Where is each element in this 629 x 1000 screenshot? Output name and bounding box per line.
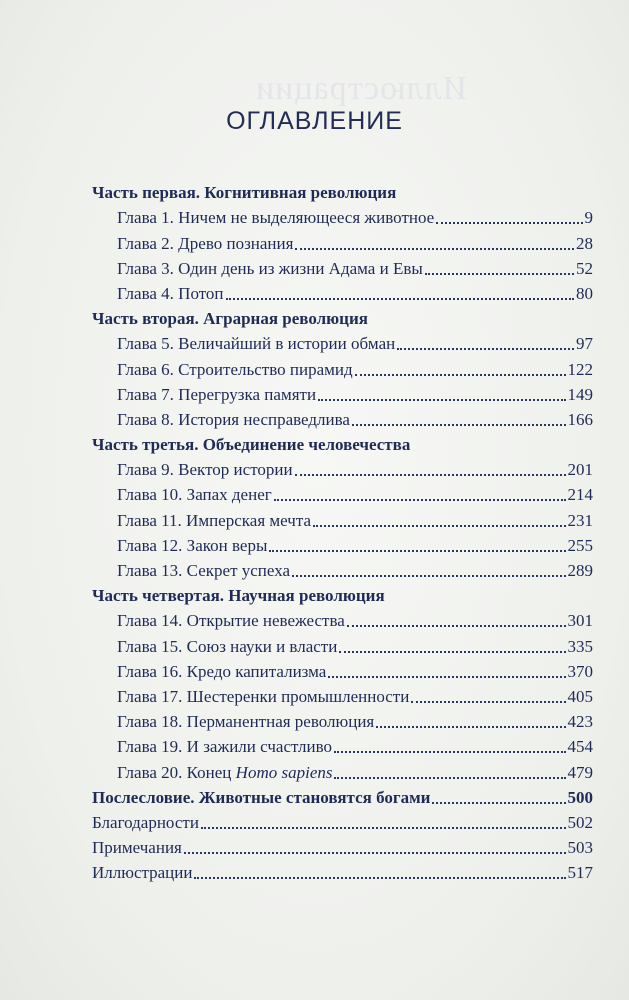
toc-entry <box>92 606 593 631</box>
entry-page: 214 <box>567 485 593 505</box>
entry-page: 166 <box>567 409 593 429</box>
entry-label: Глава 16. Кредо капитализма <box>117 661 327 681</box>
dot-leader <box>201 827 566 829</box>
dot-leader <box>295 248 574 250</box>
toc-entry <box>92 480 593 505</box>
toc-entry <box>92 531 593 556</box>
toc-entry <box>92 279 593 304</box>
entry-page: 231 <box>567 510 593 530</box>
entry-page: 370 <box>567 661 593 681</box>
toc-entry <box>92 707 593 732</box>
entry-page: 149 <box>567 384 593 404</box>
toc-entry <box>92 657 593 682</box>
toc-part-2 <box>92 304 593 329</box>
dot-leader <box>292 575 565 577</box>
dot-leader <box>355 374 566 376</box>
toc-entry <box>92 380 593 405</box>
toc-entry <box>92 455 593 480</box>
toc-entry <box>92 505 593 530</box>
entry-page: 335 <box>567 636 593 656</box>
entry-label: Глава 2. Древо познания <box>117 233 294 253</box>
dot-leader <box>318 399 565 401</box>
toc-notes <box>92 833 593 858</box>
entry-page: 9 <box>584 208 593 228</box>
entry-label: Глава 11. Имперская мечта <box>117 510 311 530</box>
entry-page: 122 <box>567 359 593 379</box>
entry-page: 517 <box>567 863 593 883</box>
table-of-contents <box>92 178 593 883</box>
toc-entry <box>92 757 593 782</box>
entry-page: 255 <box>567 535 593 555</box>
dot-leader <box>425 273 574 275</box>
dot-leader <box>411 701 565 703</box>
dot-leader <box>334 777 565 779</box>
entry-page: 503 <box>567 838 593 858</box>
toc-part-4 <box>92 581 593 606</box>
entry-label-italic: Homo sapiens <box>235 762 333 782</box>
entry-page: 52 <box>576 258 593 278</box>
dot-leader <box>295 474 566 476</box>
entry-page: 454 <box>567 737 593 757</box>
toc-entry <box>92 203 593 228</box>
part-title: Часть четвертая. Научная революция <box>92 586 385 606</box>
dot-leader <box>334 751 566 753</box>
entry-page: 80 <box>576 283 593 303</box>
entry-page: 502 <box>567 812 593 832</box>
entry-label: Глава 17. Шестеренки промышленности <box>117 686 410 706</box>
entry-page: 201 <box>567 460 593 480</box>
entry-label: Иллюстрации <box>92 863 193 883</box>
dot-leader <box>184 852 566 854</box>
entry-label-prefix: Глава 20. Конец <box>117 762 236 782</box>
entry-label: Благодарности <box>92 812 199 832</box>
entry-label: Глава 6. Строительство пирамид <box>117 359 353 379</box>
dot-leader <box>313 525 566 527</box>
page-title: ОГЛАВЛЕНИЕ <box>226 107 403 135</box>
entry-label: Глава 7. Перегрузка памяти <box>117 384 317 404</box>
entry-page: 500 <box>567 787 593 807</box>
dot-leader <box>432 802 565 804</box>
entry-page: 479 <box>567 762 593 782</box>
dot-leader <box>339 651 565 653</box>
toc-entry <box>92 682 593 707</box>
entry-page: 405 <box>567 686 593 706</box>
toc-entry <box>92 405 593 430</box>
toc-entry <box>92 354 593 379</box>
entry-page: 423 <box>567 712 593 732</box>
dot-leader <box>274 499 566 501</box>
entry-label: Глава 10. Запах денег <box>117 485 272 505</box>
entry-label: Глава 9. Вектор истории <box>117 460 293 480</box>
part-title: Часть первая. Когнитивная революция <box>92 183 397 203</box>
entry-page: 97 <box>576 334 593 354</box>
entry-label: Примечания <box>92 838 182 858</box>
entry-label: Глава 18. Перманентная революция <box>117 712 375 732</box>
toc-entry <box>92 228 593 253</box>
entry-label <box>117 763 332 783</box>
entry-label: Глава 5. Величайший в истории обман <box>117 334 396 354</box>
dot-leader <box>269 550 565 552</box>
entry-label: Глава 3. Один день из жизни Адама и Евы <box>117 258 423 278</box>
toc-entry <box>92 556 593 581</box>
toc-illustrations <box>92 858 593 883</box>
dot-leader <box>226 298 574 300</box>
entry-page: 301 <box>567 611 593 631</box>
entry-label: Глава 13. Секрет успеха <box>117 561 291 580</box>
entry-page: 289 <box>567 561 593 580</box>
entry-label: Глава 4. Потоп <box>117 283 224 303</box>
part-title: Часть третья. Объединение человечества <box>92 435 411 455</box>
toc-afterword <box>92 783 593 808</box>
toc-part-3 <box>92 430 593 455</box>
toc-entry <box>92 732 593 757</box>
dot-leader <box>376 726 565 728</box>
part-title: Часть вторая. Аграрная революция <box>92 309 368 329</box>
bleed-through-text: Иллюстрации <box>255 70 467 107</box>
toc-entry <box>92 254 593 279</box>
entry-label: Глава 15. Союз науки и власти <box>117 636 338 656</box>
dot-leader <box>347 625 566 627</box>
entry-page: 28 <box>576 233 593 253</box>
entry-label: Глава 1. Ничем не выделяющееся животное <box>117 208 435 228</box>
entry-label: Глава 8. История несправедлива <box>117 409 350 429</box>
dot-leader <box>436 222 582 224</box>
dot-leader <box>397 348 574 350</box>
entry-label: Глава 12. Закон веры <box>117 535 268 555</box>
dot-leader <box>352 424 566 426</box>
toc-entry <box>92 631 593 656</box>
entry-label: Послесловие. Животные становятся богами <box>92 787 431 807</box>
entry-label: Глава 14. Открытие невежества <box>117 611 345 631</box>
dot-leader <box>194 877 565 879</box>
toc-acknowledgements <box>92 808 593 833</box>
toc-entry <box>92 329 593 354</box>
dot-leader <box>328 676 565 678</box>
entry-label: Глава 19. И зажили счастливо <box>117 737 332 757</box>
toc-part-1 <box>92 178 593 203</box>
